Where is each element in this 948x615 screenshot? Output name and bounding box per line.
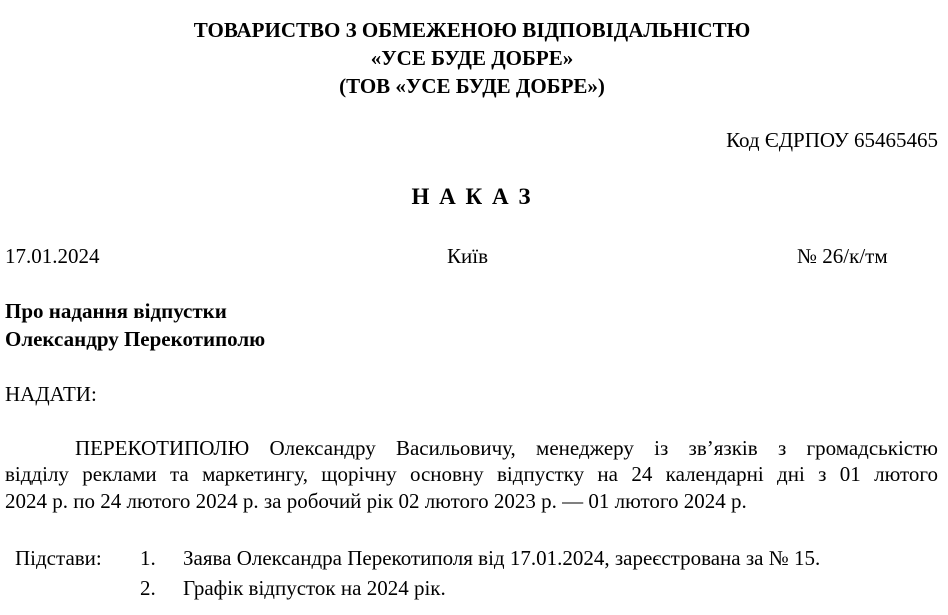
edrpou-code: Код ЄДРПОУ 65465465 (726, 128, 938, 152)
body-line1: ПЕРЕКОТИПОЛЮ Олександру Васильовичу, менеджеру із зв’язків з громадськістю (75, 436, 938, 460)
grounds-item-number: 2. (140, 576, 156, 600)
grounds-item-text: Графік відпусток на 2024 рік. (183, 576, 446, 600)
order-city: Київ (447, 244, 488, 268)
company-name-line2: «УСЕ БУДЕ ДОБРЕ» (370, 46, 574, 70)
company-short-name: (ТОВ «УСЕ БУДЕ ДОБРЕ») (339, 74, 605, 98)
body-line3: 2024 р. по 24 лютого 2024 р. за робочий рік 02 лютого 2023 р. — 01 лютого 2024 р. (5, 489, 747, 513)
directive: НАДАТИ: (5, 382, 97, 406)
grounds-item-text: Заява Олександра Перекотиполя від 17.01.2024, зареєстрована за № 15. (183, 546, 821, 570)
company-name-line1: ТОВАРИСТВО З ОБМЕЖЕНОЮ ВІДПОВІДАЛЬНІСТЮ (193, 18, 751, 42)
subject-line1: Про надання відпустки (5, 299, 227, 323)
body-line2: відділу реклами та маркетингу, щорічну основну відпустку на 24 календарні дні з 01 лютого (5, 462, 938, 486)
document-title: Н А К А З (411, 184, 533, 209)
order-date: 17.01.2024 (5, 244, 100, 268)
subject-line2: Олександру Перекотиполю (5, 327, 266, 351)
grounds-item-number: 1. (140, 546, 156, 570)
order-number: № 26/к/тм (797, 244, 888, 268)
grounds-label: Підстави: (15, 546, 102, 570)
